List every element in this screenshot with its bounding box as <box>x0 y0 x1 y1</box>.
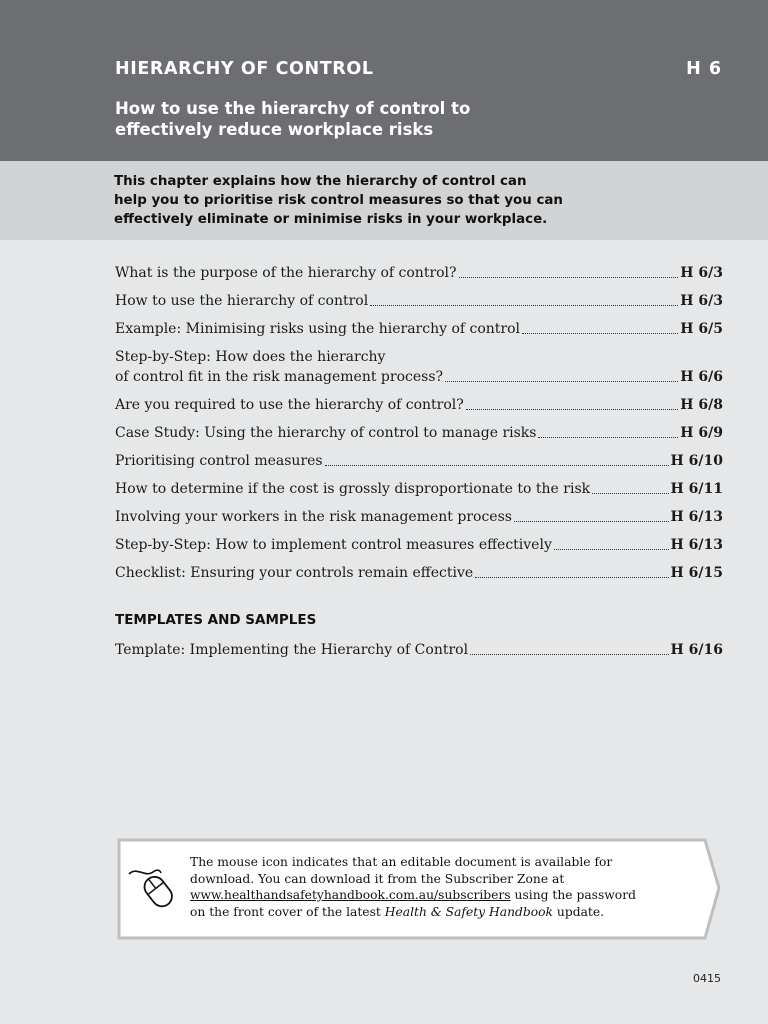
subscriber-zone-link[interactable]: www.healthandsafetyhandbook.com.au/subscribers <box>190 888 511 902</box>
dot-leader <box>466 409 679 410</box>
chapter-title: HIERARCHY OF CONTROL <box>115 59 374 79</box>
subtitle-line: effectively reduce workplace risks <box>115 120 434 139</box>
subtitle-line: How to use the hierarchy of control to <box>115 99 471 118</box>
note-text-segment: using the password <box>510 888 636 902</box>
intro-line: This chapter explains how the hierarchy of control can <box>114 174 527 189</box>
toc-entry[interactable] <box>115 263 723 283</box>
toc-entry[interactable] <box>115 319 723 339</box>
toc-entry-page: H 6/8 <box>680 397 723 413</box>
toc-entry-two-line[interactable] <box>115 347 723 387</box>
dot-leader <box>325 465 669 466</box>
dot-leader <box>370 305 678 306</box>
intro-text <box>114 172 584 229</box>
toc-entry[interactable] <box>115 291 723 311</box>
toc-entry-page: H 6/9 <box>680 425 723 441</box>
toc-entry-label: How to use the hierarchy of control <box>115 293 369 309</box>
intro-line: help you to prioritise risk control measures so that you can <box>114 193 563 208</box>
toc-entry-label: Are you required to use the hierarchy of control? <box>115 397 464 413</box>
templates-heading: TEMPLATES AND SAMPLES <box>115 612 317 628</box>
templates-list <box>115 640 723 668</box>
dot-leader <box>445 381 678 382</box>
toc-entry-page: H 6/16 <box>670 642 723 658</box>
mouse-icon <box>127 864 179 912</box>
download-note <box>115 836 705 940</box>
toc-entry-page: H 6/10 <box>670 453 723 469</box>
note-line: The mouse icon indicates that an editable document is available for <box>190 855 613 869</box>
toc-entry-label: Checklist: Ensuring your controls remain effective <box>115 565 474 581</box>
publication-title: Health & Safety Handbook <box>384 904 553 919</box>
note-text <box>190 854 695 920</box>
toc-entry-page: H 6/3 <box>680 293 723 309</box>
toc-entry[interactable] <box>115 507 723 527</box>
toc-entry-label: Case Study: Using the hierarchy of control to manage risks <box>115 425 537 441</box>
chapter-code: H 6 <box>686 59 722 79</box>
dot-leader <box>554 549 669 550</box>
toc-entry-label: What is the purpose of the hierarchy of control? <box>115 265 457 281</box>
intro-band <box>0 161 768 240</box>
note-text-segment: on the front cover of the latest <box>190 904 385 919</box>
chapter-subtitle <box>115 98 535 140</box>
toc-entry[interactable] <box>115 395 723 415</box>
toc-entry-label: How to determine if the cost is grossly disproportionate to the risk <box>115 481 591 497</box>
toc-entry-label-line1: Step-by-Step: How does the hierarchy <box>115 349 386 365</box>
toc-entry[interactable] <box>115 423 723 443</box>
toc-entry[interactable] <box>115 535 723 555</box>
page-code: 0415 <box>693 972 721 985</box>
toc-entry[interactable] <box>115 563 723 583</box>
note-line <box>190 904 695 921</box>
toc-entry-page: H 6/6 <box>680 369 723 385</box>
dot-leader <box>470 654 668 655</box>
dot-leader <box>522 333 678 334</box>
toc-entry[interactable] <box>115 451 723 471</box>
note-line <box>190 887 695 904</box>
dot-leader <box>538 437 678 438</box>
dot-leader <box>592 493 668 494</box>
toc-entry-page: H 6/13 <box>670 537 723 553</box>
intro-line: effectively eliminate or minimise risks in your workplace. <box>114 212 548 227</box>
toc-entry-label: Step-by-Step: How to implement control measures effectively <box>115 537 552 553</box>
toc-entry-label: Template: Implementing the Hierarchy of Control <box>115 642 469 658</box>
toc-entry-page: H 6/15 <box>670 565 723 581</box>
note-text-segment: update. <box>553 904 605 919</box>
note-line: download. You can download it from the Subscriber Zone at <box>190 871 565 886</box>
toc-entry-page: H 6/11 <box>670 481 723 497</box>
toc-entry[interactable] <box>115 479 723 499</box>
toc-entry-label: Prioritising control measures <box>115 453 323 469</box>
toc-entry[interactable] <box>115 640 723 660</box>
toc-entry-label: of control fit in the risk management process? <box>115 369 444 385</box>
toc-entry-label: Example: Minimising risks using the hierarchy of control <box>115 321 521 337</box>
dot-leader <box>514 521 669 522</box>
chapter-header <box>0 0 768 161</box>
dot-leader <box>475 577 668 578</box>
toc-entry-label: Involving your workers in the risk management process <box>115 509 512 525</box>
dot-leader <box>459 277 679 278</box>
toc-entry-page: H 6/3 <box>680 265 723 281</box>
toc-entry-page: H 6/13 <box>670 509 723 525</box>
table-of-contents <box>115 263 723 591</box>
toc-entry-page: H 6/5 <box>680 321 723 337</box>
